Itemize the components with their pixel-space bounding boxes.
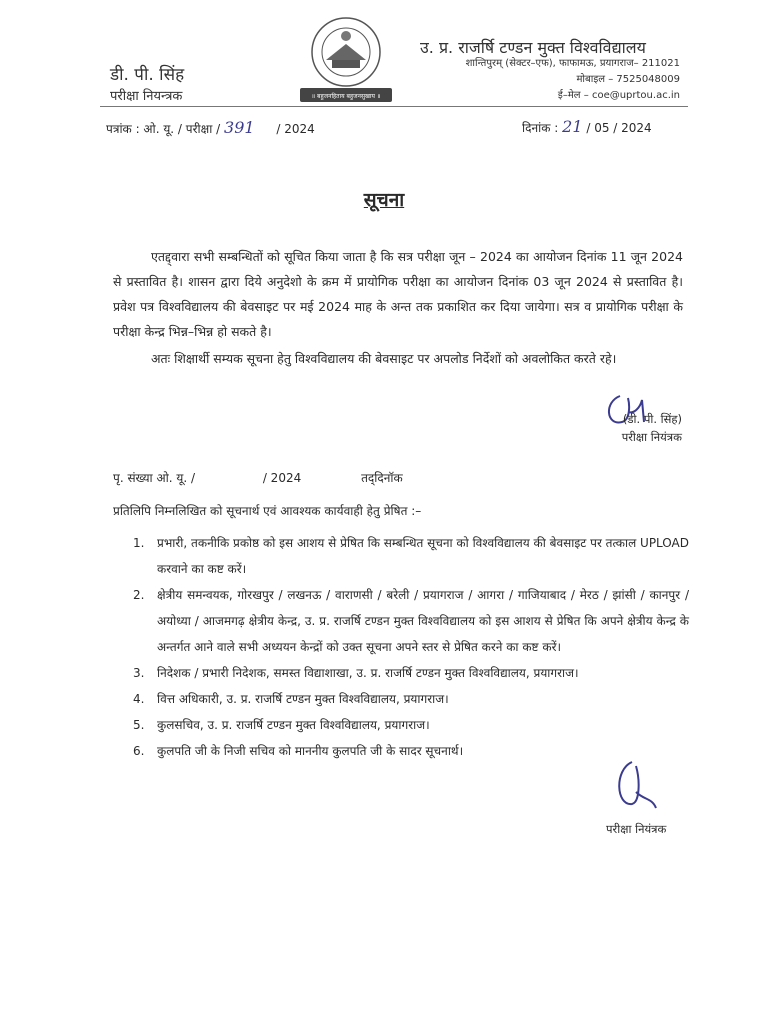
emblem-motto: ॥ बहुजनहिताय बहुजनसुखाय ॥ — [311, 93, 381, 100]
letter-date — [522, 117, 652, 136]
reference-handwritten-number: 391 — [224, 118, 255, 137]
signatory-designation-2: परीक्षा नियंत्रक — [606, 822, 667, 836]
controller-name: डी. पी. सिंह — [110, 65, 185, 85]
copy-intro: प्रतिलिपि निम्नलिखित को सूचनार्थ एवं आवश्यक कार्यवाही हेतु प्रेषित :– — [113, 504, 422, 518]
copy-ref-prefix: पृ. संख्या ओ. यू. / — [113, 471, 195, 485]
mobile-line: मोबाइल – 7525048009 — [576, 74, 680, 85]
reference-number — [106, 118, 315, 137]
email-line: ई–मेल – coe@uprtou.ac.in — [557, 90, 680, 101]
signatory-designation: परीक्षा नियंत्रक — [621, 430, 682, 444]
reference-year: / 2024 — [276, 122, 315, 136]
list-item: 1. प्रभारी, तकनीकि प्रकोष्ठ को इस आशय से प्रेषित कि सम्बन्धित सूचना को विश्वविद्यालय की बेवसाइट पर तत्काल UPLOAD करवाने का कष्ट करें। — [133, 536, 689, 576]
signatory-name: (डी. पी. सिंह) — [622, 412, 682, 426]
university-address-block — [466, 56, 680, 104]
date-rest: / 05 / 2024 — [586, 121, 652, 135]
signature-block-1 — [592, 410, 682, 446]
notice-paragraph-2: अतः शिक्षार्थी सम्यक सूचना हेतु विश्वविद्यालय की बेवसाइट पर अपलोड निर्देशों को अवलोकित करते रहे। — [151, 351, 617, 366]
university-name: उ. प्र. राजर्षि टण्डन मुक्त विश्वविद्यालय — [420, 38, 646, 57]
address-line: शान्तिपुरम् (सेक्टर–एफ), फाफामऊ, प्रयागराज– 211021 — [465, 58, 680, 69]
notice-paragraph-1: एतद्द्वारा सभी सम्बन्धितों को सूचित किया जाता है कि सत्र परीक्षा जून – 2024 का आयोजन दिनांक 11 जून 2024 से प्रस्तावित है। शासन द्वारा दिये अनुदेशो के क्रम में प्रायोगिक परीक्षा का आयोजन दिनांक 03 जून 2024 से प्रस्तावित है। प्रवेश पत्र विश्वविद्यालय की बेवसाइट पर मई 2024 माह के अन्त तक प्रकाशित कर दिया जायेगा। सत्र व प्रायोगिक परीक्षा के परीक्षा केन्द्र भिन्न–भिन्न हो सकते है। — [113, 249, 683, 339]
university-emblem-icon — [296, 14, 396, 106]
reference-prefix: पत्रांक : ओ. यू. / परीक्षा / — [106, 122, 221, 136]
controller-designation: परीक्षा नियन्त्रक — [110, 89, 183, 104]
copy-reference — [113, 469, 573, 486]
date-label: दिनांक : — [522, 121, 559, 135]
list-item: 4. वित्त अधिकारी, उ. प्र. राजर्षि टण्डन मुक्त विश्वविद्यालय, प्रयागराज। — [133, 692, 449, 706]
copy-ref-year: / 2024 — [262, 471, 302, 485]
copy-ref-same-date: तद्‌दिनॉक — [361, 471, 403, 485]
copy-recipient-list — [133, 530, 689, 764]
list-item: 2. क्षेत्रीय समन्वयक, गोरखपुर / लखनऊ / वाराणसी / बरेली / प्रयागराज / आगरा / गाजियाबाद / मेरठ / झांसी / कानपुर / अयोध्या / आजमगढ़ क्षेत्रीय केन्द्र, उ. प्र. राजर्षि टण्डन मुक्त विश्वविद्यालय को इस आशय से प्रेषित कि अपने क्षेत्रीय केन्द्र के अन्तर्गत आने वाले सभी अध्ययन केन्द्रों को उक्त सूचना अपने स्तर से प्रेषित करने का कष्ट करें। — [133, 588, 689, 654]
list-item: 6. कुलपति जी के निजी सचिव को माननीय कुलपति जी के सादर सूचनार्थ। — [133, 744, 464, 758]
header-divider — [100, 106, 688, 107]
notice-title: सूचना — [363, 189, 405, 211]
list-item: 5. कुलसचिव, उ. प्र. राजर्षि टण्डन मुक्त विश्वविद्यालय, प्रयागराज। — [133, 718, 430, 732]
signature-mark-2 — [606, 756, 666, 826]
list-item: 3. निदेशक / प्रभारी निदेशक, समस्त विद्याशाखा, उ. प्र. राजर्षि टण्डन मुक्त विश्वविद्यालय, प्रयागराज। — [133, 666, 579, 680]
date-handwritten-day: 21 — [562, 117, 583, 136]
